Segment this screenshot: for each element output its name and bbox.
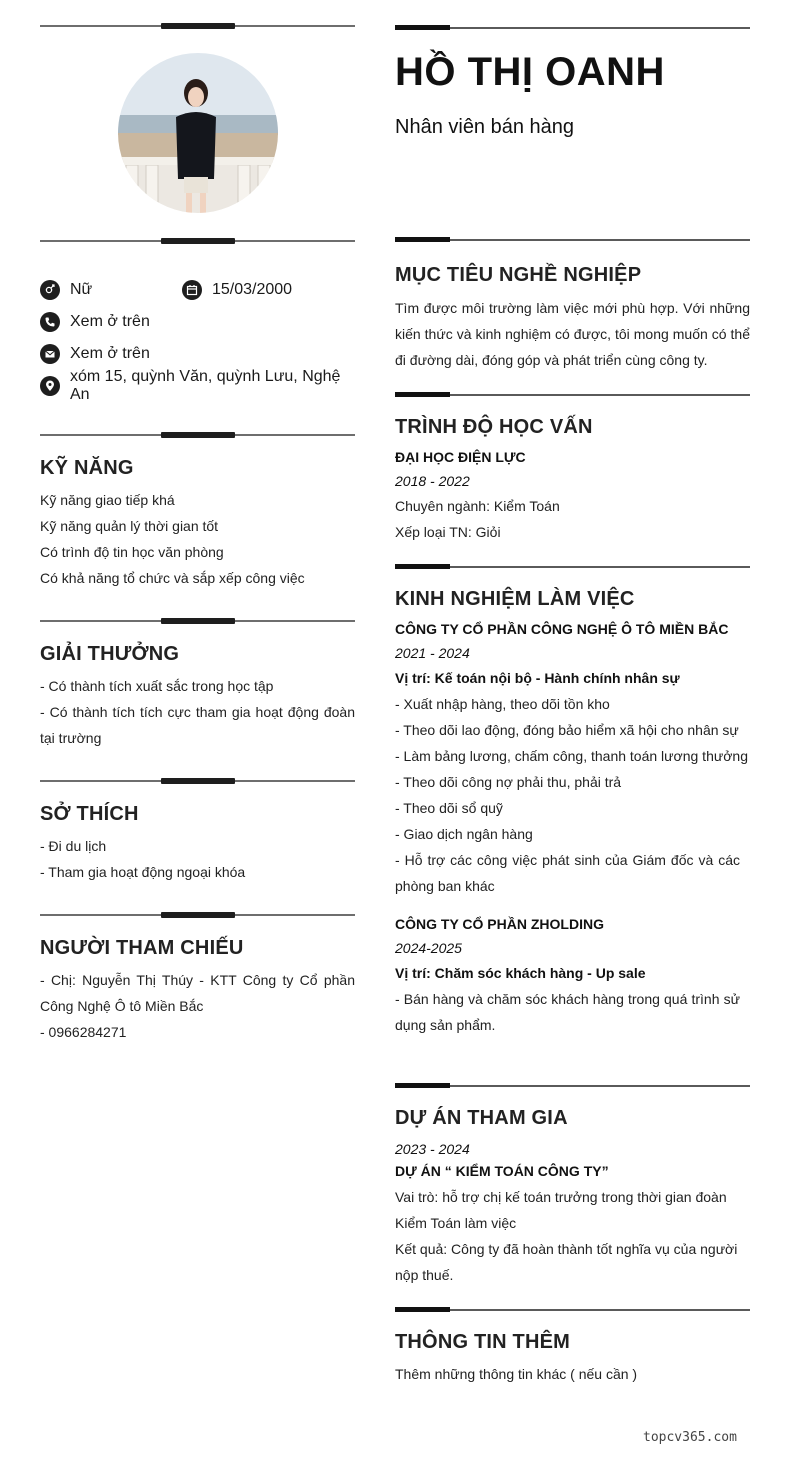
objective-text: Tìm được môi trường làm việc mới phù hợp. Với những kiến thức và kinh nghiệm có được, tôi mong muốn có thể đi đường dài, đóng góp và phát triển cùng công ty. [395,300,750,368]
job-duty: - Theo dõi lao động, đóng bảo hiểm xã hội cho nhân sự [395,722,739,738]
job-duty: - Hỗ trợ các công việc phát sinh của Giám đốc và các phòng ban khác [395,852,740,894]
avatar-photo [118,53,278,213]
divider [40,431,355,439]
additional-heading: THÔNG TIN THÊM [395,1331,571,1353]
project-result: Kết quả: Công ty đã hoàn thành tốt nghĩa vụ của người nộp thuế. [395,1241,738,1283]
divider [40,777,355,785]
divider [395,25,750,31]
divider [395,1083,750,1089]
birthday-value: 15/03/2000 [212,281,293,298]
hobby-item: - Tham gia hoạt động ngoại khóa [40,864,246,880]
reference-item: - Chị: Nguyễn Thị Thúy - KTT Công ty Cổ phần Công Nghệ Ô tô Miền Bắc [40,972,355,1014]
company-name: CÔNG TY CỔ PHẦN ZHOLDING [395,916,604,932]
school-name: ĐẠI HỌC ĐIỆN LỰC [395,449,526,465]
divider [40,22,355,30]
mail-icon [40,344,60,364]
projects-heading: DỰ ÁN THAM GIA [395,1107,568,1129]
award-item: - Có thành tích xuất sắc trong học tập [40,678,274,694]
education-heading: TRÌNH ĐỘ HỌC VẤN [395,416,593,438]
divider [395,392,750,398]
job-period: 2024-2025 [395,940,462,956]
divider [40,911,355,919]
divider [40,617,355,625]
divider [395,564,750,570]
education-rank: Xếp loại TN: Giỏi [395,524,501,540]
address-value: xóm 15, quỳnh Văn, quỳnh Lưu, Nghệ An [70,368,341,403]
footer-watermark: topcv365.com [643,1430,737,1445]
full-name: HỒ THỊ OANH [395,50,665,94]
education-period: 2018 - 2022 [395,473,470,489]
job-period: 2021 - 2024 [395,645,470,661]
hobby-item: - Đi du lịch [40,838,107,854]
address-row [40,368,355,403]
job-role: Vị trí: Kế toán nội bộ - Hành chính nhân sự [395,670,680,686]
gender-icon [40,280,60,300]
skill-item: Có trình độ tin học văn phòng [40,544,224,560]
birthday-row [182,279,292,301]
job-duty: - Làm bảng lương, chấm công, thanh toán lương thưởng [395,748,748,764]
education-major: Chuyên ngành: Kiểm Toán [395,498,560,514]
objective-heading: MỤC TIÊU NGHỀ NGHIỆP [395,264,642,286]
references-heading: NGƯỜI THAM CHIẾU [40,937,244,959]
email-row [40,343,150,365]
skill-item: Kỹ năng quản lý thời gian tốt [40,518,219,534]
job-duty: - Theo dõi công nợ phải thu, phải trả [395,774,622,790]
gender-value: Nữ [70,281,93,298]
job-duty: - Xuất nhập hàng, theo dõi tồn kho [395,696,610,712]
gender-row [40,279,92,301]
hobbies-heading: SỞ THÍCH [40,803,139,825]
reference-phone: - 0966284271 [40,1024,127,1040]
calendar-icon [182,280,202,300]
awards-heading: GIẢI THƯỞNG [40,643,180,665]
job-duty: - Giao dịch ngân hàng [395,826,533,842]
phone-value: Xem ở trên [70,313,150,330]
divider [40,237,355,245]
divider [395,237,750,243]
skill-item: Có khả năng tổ chức và sắp xếp công việc [40,570,305,586]
job-duty: - Theo dõi sổ quỹ [395,800,503,816]
phone-row [40,311,150,333]
project-period: 2023 - 2024 [395,1141,470,1157]
project-name: DỰ ÁN “ KIỂM TOÁN CÔNG TY” [395,1163,609,1179]
avatar [118,53,278,213]
email-value: Xem ở trên [70,345,150,362]
phone-icon [40,312,60,332]
skills-heading: KỸ NĂNG [40,457,134,479]
project-role: Vai trò: hỗ trợ chị kế toán trưởng trong thời gian đoàn Kiểm Toán làm việc [395,1189,727,1231]
skill-item: Kỹ năng giao tiếp khá [40,492,175,508]
location-icon [40,376,60,396]
award-item: - Có thành tích tích cực tham gia hoạt động đoàn tại trường [40,704,355,746]
job-title: Nhân viên bán hàng [395,116,575,138]
experience-heading: KINH NGHIỆM LÀM VIỆC [395,588,635,610]
divider [395,1307,750,1313]
additional-text: Thêm những thông tin khác ( nếu cần ) [395,1366,638,1382]
job-role: Vị trí: Chăm sóc khách hàng - Up sale [395,965,646,981]
company-name: CÔNG TY CỔ PHẦN CÔNG NGHỆ Ô TÔ MIỀN BẮC [395,621,729,637]
job-duty: - Bán hàng và chăm sóc khách hàng trong quá trình sử dụng sản phẩm. [395,991,740,1033]
